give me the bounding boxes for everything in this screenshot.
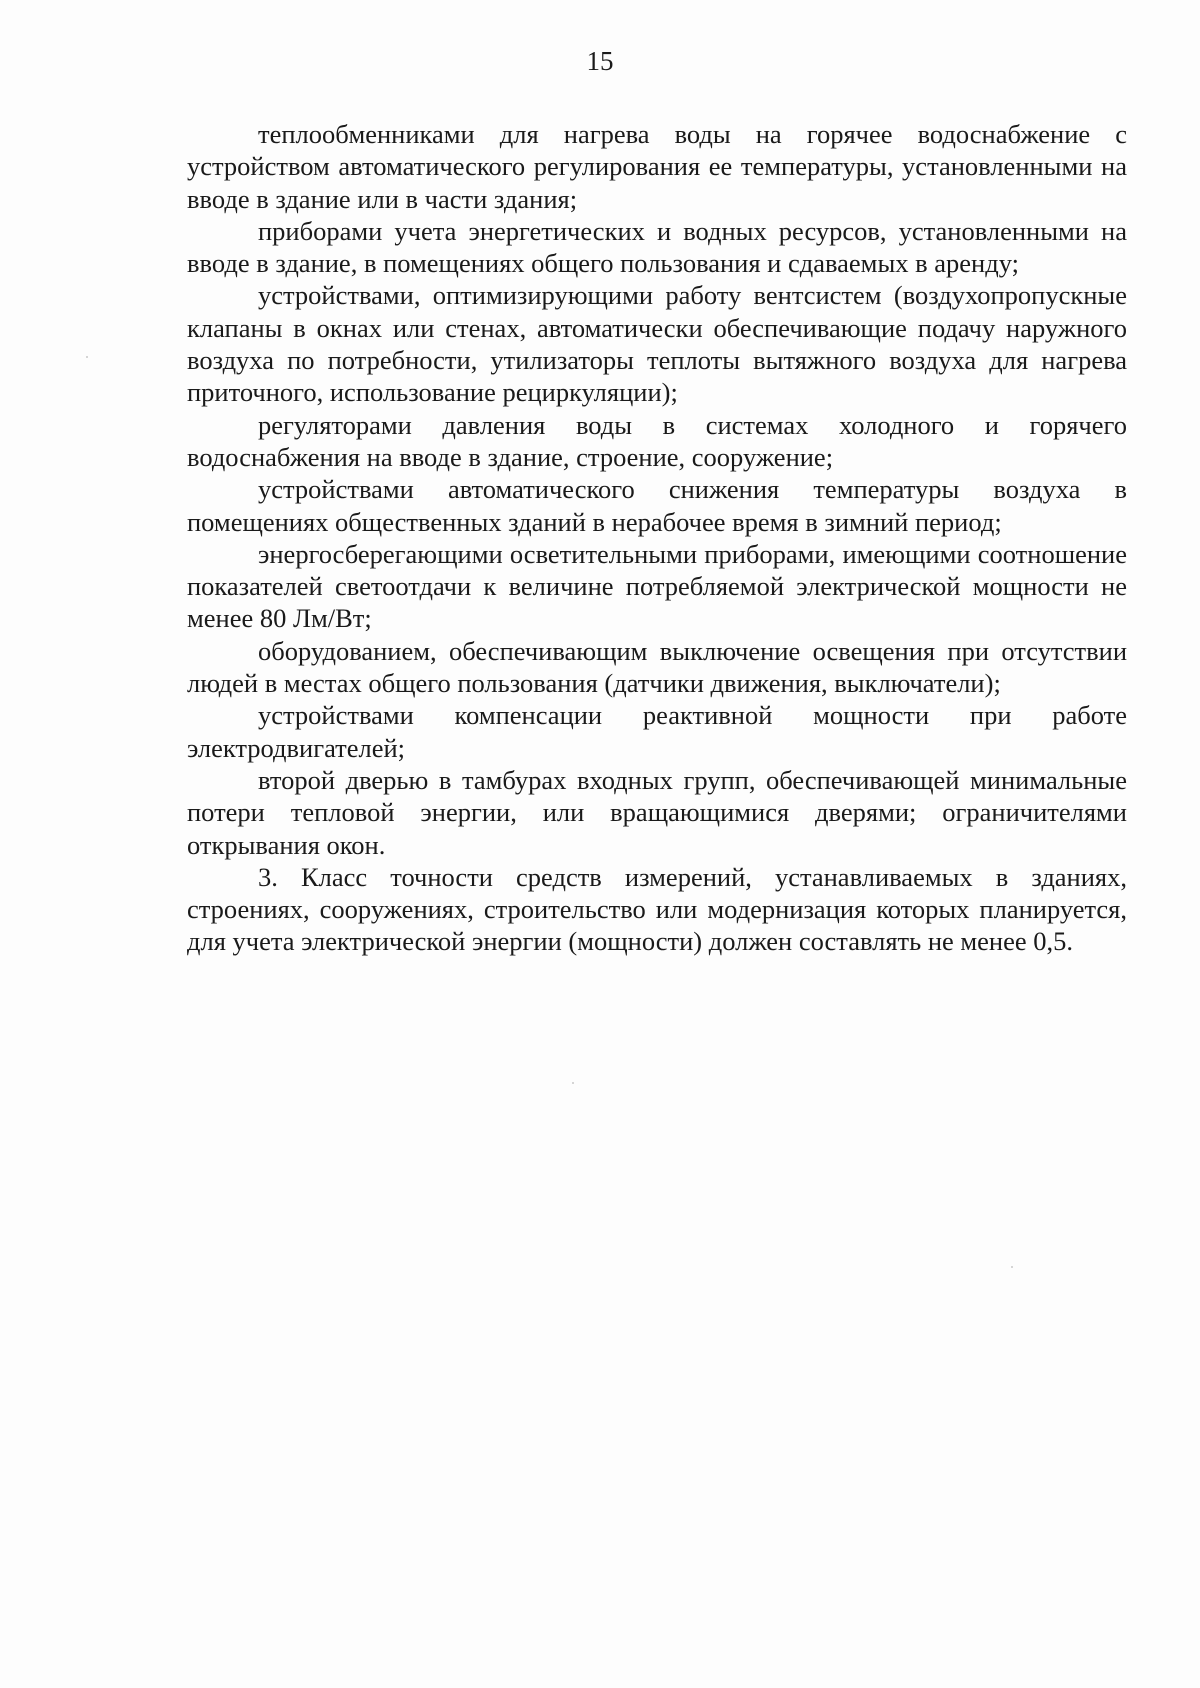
paragraph-accuracy-class: 3. Класс точности средств измерений, устанавливаемых в зданиях, строениях, сооружениях, строительство или модернизация которых планируется, для учета электрической энергии (мощности) должен составлять не менее 0,5. <box>187 861 1127 957</box>
paragraph-reactive-power: устройствами компенсации реактивной мощности при работе электродвигателей; <box>187 700 1127 763</box>
document-body <box>187 118 1127 958</box>
paragraph-second-door: второй дверью в тамбурах входных групп, обеспечивающей минимальные потери тепловой энергии, или вращающимися дверями; ограничителями открывания окон. <box>187 764 1127 860</box>
paragraph-metering-devices: приборами учета энергетических и водных ресурсов, установленными на вводе в здание, в помещениях общего пользования и сдаваемых в аренду; <box>187 215 1127 279</box>
paragraph-lighting-switch-off: оборудованием, обеспечивающим выключение освещения при отсутствии людей в местах общего пользования (датчики движения, выключатели); <box>187 635 1127 699</box>
paragraph-ventilation-devices: устройствами, оптимизирующими работу вентсистем (воздухопропускные клапаны в окнах или стенах, автоматически обеспечивающие подачу наружного воздуха по потребности, утилизаторы теплоты вытяжного воздуха для нагрева приточного, использование рециркуляции); <box>187 280 1127 408</box>
paragraph-lighting-devices: энергосберегающими осветительными приборами, имеющими соотношение показателей светоотдачи к величине потребляемой электрической мощности не менее 80 Лм/Вт; <box>187 538 1127 634</box>
scan-speck <box>86 356 88 358</box>
paragraph-heat-exchangers: теплообменниками для нагрева воды на горячее водоснабжение с устройством автоматического регулирования ее температуры, установленными на вводе в здание или в части здания; <box>187 119 1127 214</box>
paragraph-temperature-reduction: устройствами автоматического снижения температуры воздуха в помещениях общественных зданий в нерабочее время в зимний период; <box>187 474 1127 537</box>
scan-speck <box>572 1082 574 1084</box>
page-number: 15 <box>586 46 614 76</box>
scan-speck <box>1011 1266 1013 1268</box>
paragraph-water-pressure-regulators: регуляторами давления воды в системах холодного и горячего водоснабжения на вводе в здание, строение, сооружение; <box>187 409 1127 472</box>
